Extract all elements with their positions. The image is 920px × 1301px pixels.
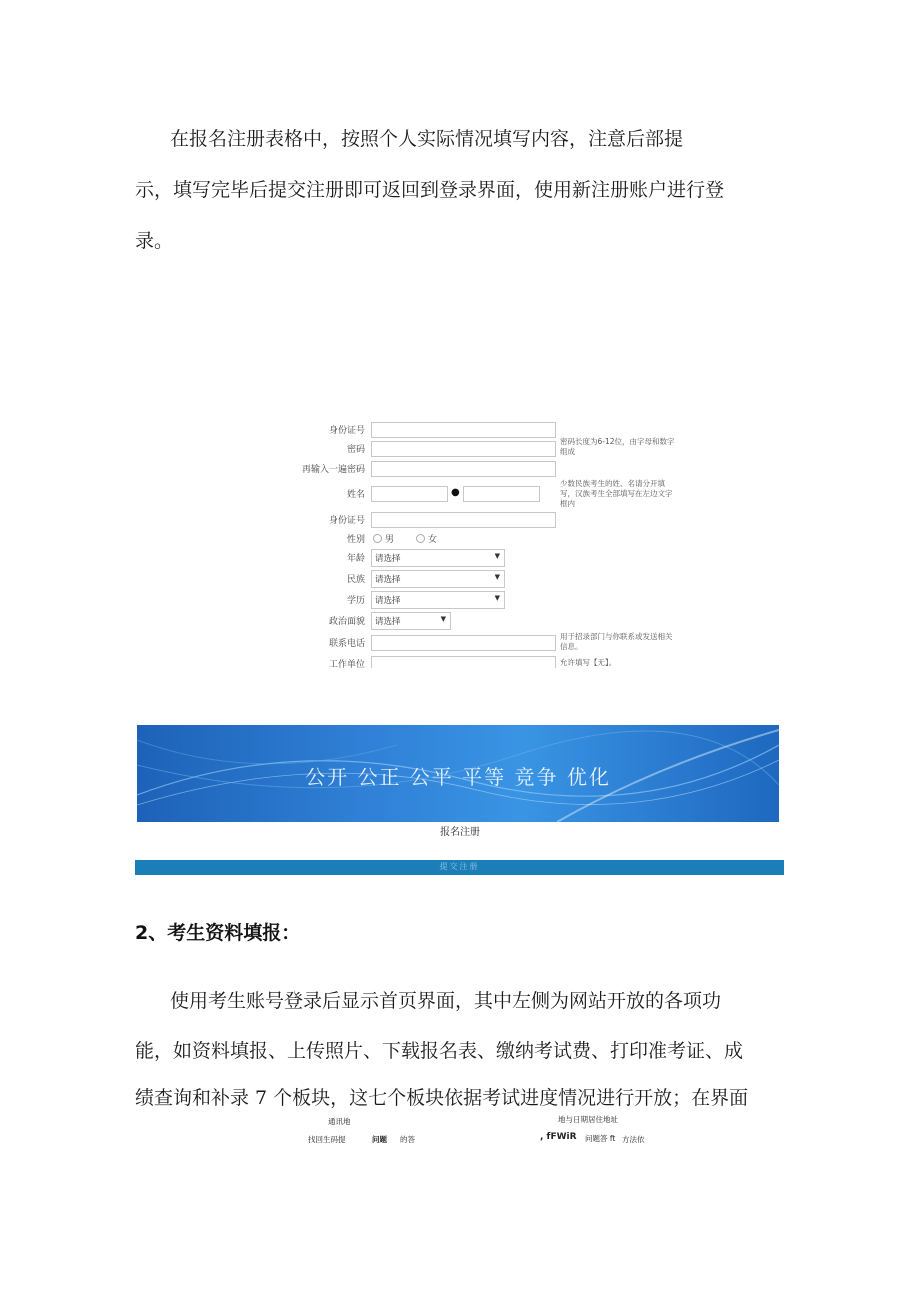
name-separator-dot: ●	[451, 487, 460, 498]
form-row-edu	[300, 590, 675, 610]
id-input[interactable]	[371, 422, 556, 438]
password-hint: 密码长度为6-12位，由字母和数字组成	[560, 437, 675, 456]
gender-female-radio[interactable]	[416, 532, 437, 545]
id2-input[interactable]	[371, 512, 556, 528]
repeat-password-label: 再输入一遍密码	[301, 465, 365, 475]
form-row-political	[300, 611, 675, 631]
radio-circle-icon	[373, 534, 382, 543]
gender-male-radio[interactable]	[373, 532, 394, 545]
political-select-value: 请选择	[375, 617, 401, 627]
gender-female-label: 女	[428, 535, 438, 545]
banner-slogan: 公开 公正 公平 平等 竞争 优化	[305, 765, 611, 789]
education-label: 学历	[346, 596, 365, 606]
radio-circle-icon	[416, 534, 425, 543]
chevron-down-icon: ▼	[494, 594, 500, 602]
age-select[interactable]	[371, 549, 505, 567]
given-name-input[interactable]	[463, 486, 540, 502]
id-label: 身份证号	[328, 426, 365, 436]
ethnic-select-value: 请选择	[375, 575, 401, 585]
phone-input[interactable]	[371, 635, 556, 651]
age-select-value: 请选择	[375, 554, 401, 564]
repeat-password-input[interactable]	[371, 461, 556, 477]
fragment-question-answer: 问题答 ft	[585, 1134, 616, 1143]
form-row-repeat	[300, 459, 675, 479]
fragment-garbled: , fFWiR	[540, 1132, 577, 1142]
education-select-value: 请选择	[375, 596, 401, 606]
fragment-answer: 的答	[400, 1135, 415, 1144]
chevron-down-icon: ▼	[494, 573, 500, 581]
fragment-retrieve: 找回生码提	[308, 1135, 346, 1144]
political-select[interactable]	[371, 612, 451, 630]
ethnic-label: 民族	[346, 575, 365, 585]
intro-line-3: 录。	[135, 230, 174, 252]
work-label: 工作单位	[328, 660, 365, 668]
form-row-age	[300, 548, 675, 568]
phone-hint: 用于招录部门与你联系或发送相关信息。	[560, 632, 673, 651]
fragment-address-date: 地与日期居住地址	[558, 1115, 618, 1124]
form-row-gender	[300, 529, 675, 549]
submit-registration-label: 提交注册	[439, 862, 480, 871]
gender-male-label: 男	[385, 535, 395, 545]
political-label: 政治面貌	[328, 617, 365, 627]
registration-form-screenshot	[300, 418, 675, 668]
fragment-question: 问题	[372, 1135, 387, 1144]
section-2-line-1: 使用考生账号登录后显示首页界面，其中左侧为网站开放的各项功	[170, 990, 722, 1012]
chevron-down-icon: ▼	[494, 552, 500, 560]
slogan-banner	[137, 725, 779, 822]
phone-label: 联系电话	[328, 639, 365, 649]
banner-caption: 报名注册	[440, 827, 480, 838]
ethnic-select[interactable]	[371, 570, 505, 588]
surname-input[interactable]	[371, 486, 448, 502]
age-label: 年龄	[346, 554, 365, 564]
name-label: 姓名	[346, 490, 365, 500]
section-2-line-3: 绩查询和补录 7 个板块，这七个板块依据考试进度情况进行开放；在界面	[135, 1087, 749, 1109]
chevron-down-icon: ▼	[440, 615, 446, 623]
form-row-id2	[300, 510, 675, 530]
password-label: 密码	[346, 445, 365, 455]
fragment-address: 通讯地	[328, 1117, 351, 1126]
form-row-ethnic	[300, 569, 675, 589]
intro-line-1: 在报名注册表格中，按照个人实际情况填写内容，注意后部提	[170, 128, 684, 150]
fragment-method: 方法依	[622, 1135, 645, 1144]
section-2-line-2: 能，如资料填报、上传照片、下载报名表、缴纳考试费、打印准考证、成	[135, 1040, 744, 1062]
intro-line-2: 示，填写完毕后提交注册即可返回到登录界面，使用新注册账户进行登	[135, 179, 725, 201]
password-input[interactable]	[371, 441, 556, 457]
gender-label: 性别	[346, 535, 365, 545]
work-input[interactable]	[371, 656, 556, 668]
id2-label: 身份证号	[328, 516, 365, 526]
work-hint: 允许填写【无】。	[560, 658, 617, 667]
education-select[interactable]	[371, 591, 505, 609]
section-2-heading: 2、考生资料填报：	[135, 922, 301, 944]
submit-registration-button[interactable]	[135, 860, 784, 875]
name-hint: 少数民族考生的姓、名请分开填写，汉族考生全部填写在左边文字框内	[560, 479, 673, 508]
